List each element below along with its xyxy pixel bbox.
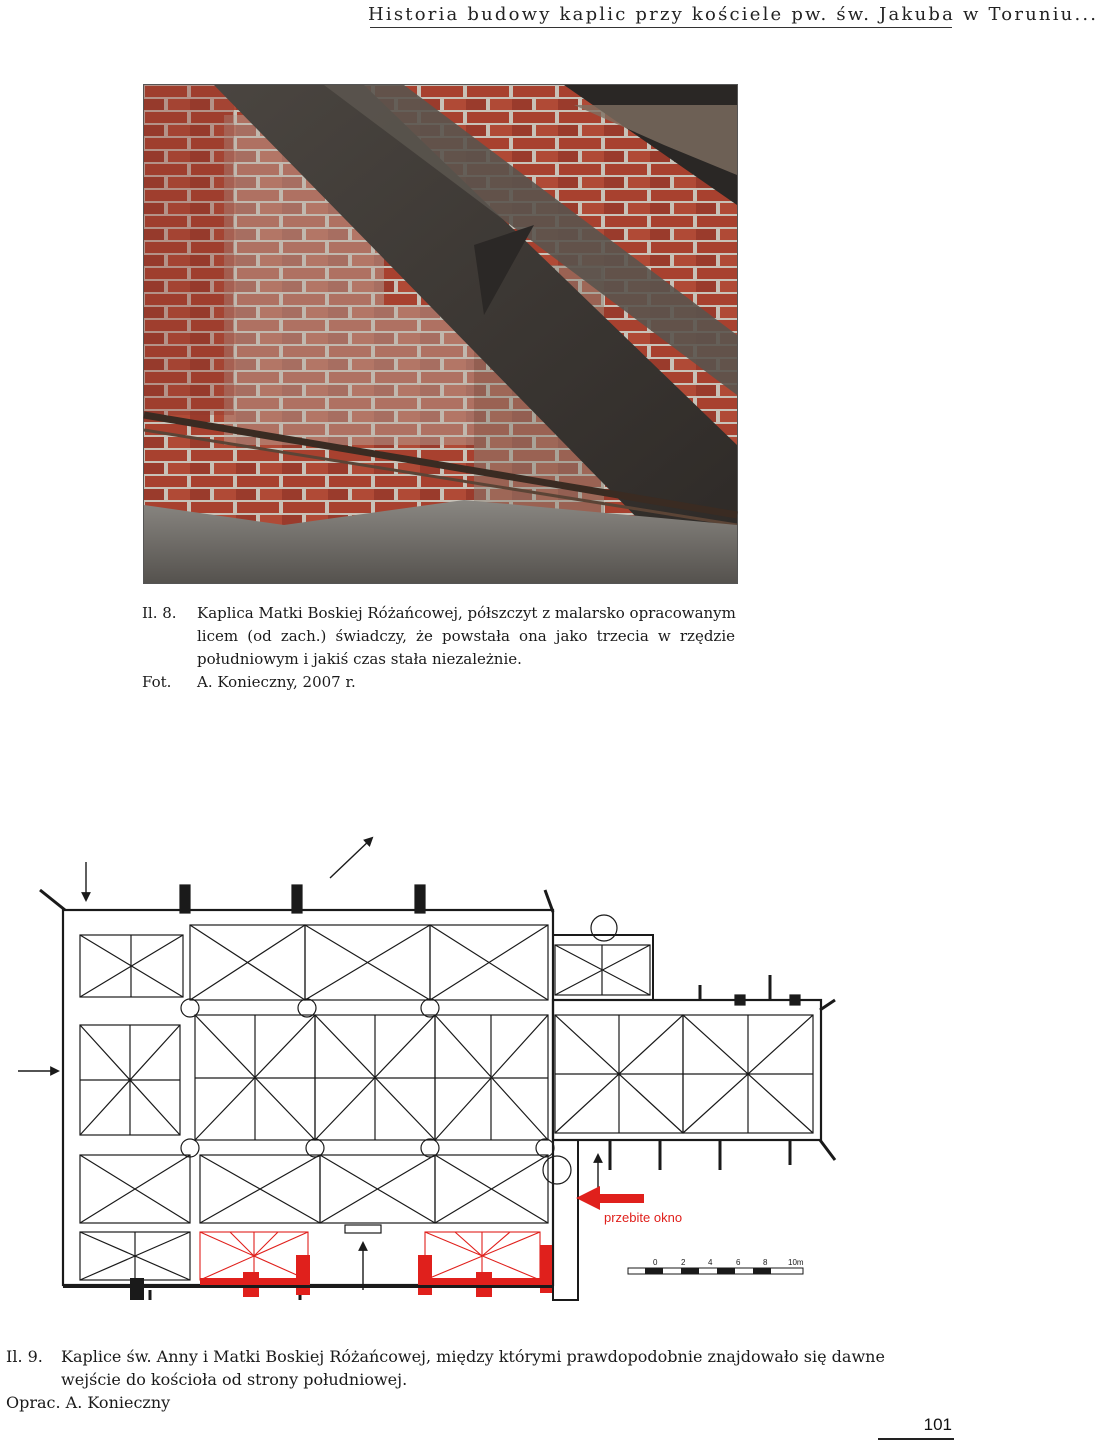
scale-bar: [628, 1258, 804, 1274]
figure9-caption: [6, 1345, 906, 1414]
figure9-label: Il. 9.: [6, 1347, 43, 1366]
photo-brick-gable: [143, 84, 738, 584]
page-number-rule: [878, 1438, 954, 1440]
scale-label: 0: [653, 1258, 658, 1267]
figure8-label: Il. 8.: [142, 604, 177, 622]
scale-label: 4: [708, 1258, 713, 1267]
figure8-credit-label: Fot.: [142, 673, 172, 691]
header-rule: [370, 27, 952, 28]
scale-label: 6: [736, 1258, 741, 1267]
church-floor-plan-drawing: [0, 830, 960, 1310]
scale-label: 8: [763, 1258, 768, 1267]
scale-label: 10m: [788, 1258, 804, 1267]
figure8-caption: [142, 602, 742, 694]
figure8-caption-line: południowym i jakiś czas stała niezależnie.: [197, 650, 522, 668]
page-number: 101: [923, 1415, 952, 1434]
figure8-caption-line: licem (od zach.) świadczy, że powstała ona jako trzecia w rzędzie: [197, 627, 735, 645]
running-title: Historia budowy kaplic przy kościele pw. św. Jakuba w Toruniu...: [368, 4, 1098, 25]
figure9-caption-line: Kaplice św. Anny i Matki Boskiej Różańcowej, między którymi prawdopodobnie znajdowało się dawne: [61, 1347, 885, 1366]
floor-plan: [0, 830, 960, 1310]
figure9-credit: Oprac. A. Konieczny: [6, 1393, 171, 1412]
figure9-caption-line: wejście do kościoła od strony południowej.: [61, 1370, 408, 1389]
brick-gable-photo-image: [144, 85, 737, 583]
figure8-credit: A. Konieczny, 2007 r.: [197, 673, 356, 691]
scale-label: 2: [681, 1258, 686, 1267]
annotation-broken-window: przebite okno: [604, 1210, 683, 1225]
red-arrow-icon: [576, 1186, 644, 1210]
figure8-caption-line: Kaplica Matki Boskiej Różańcowej, półszczyt z malarsko opracowanym: [197, 604, 736, 622]
